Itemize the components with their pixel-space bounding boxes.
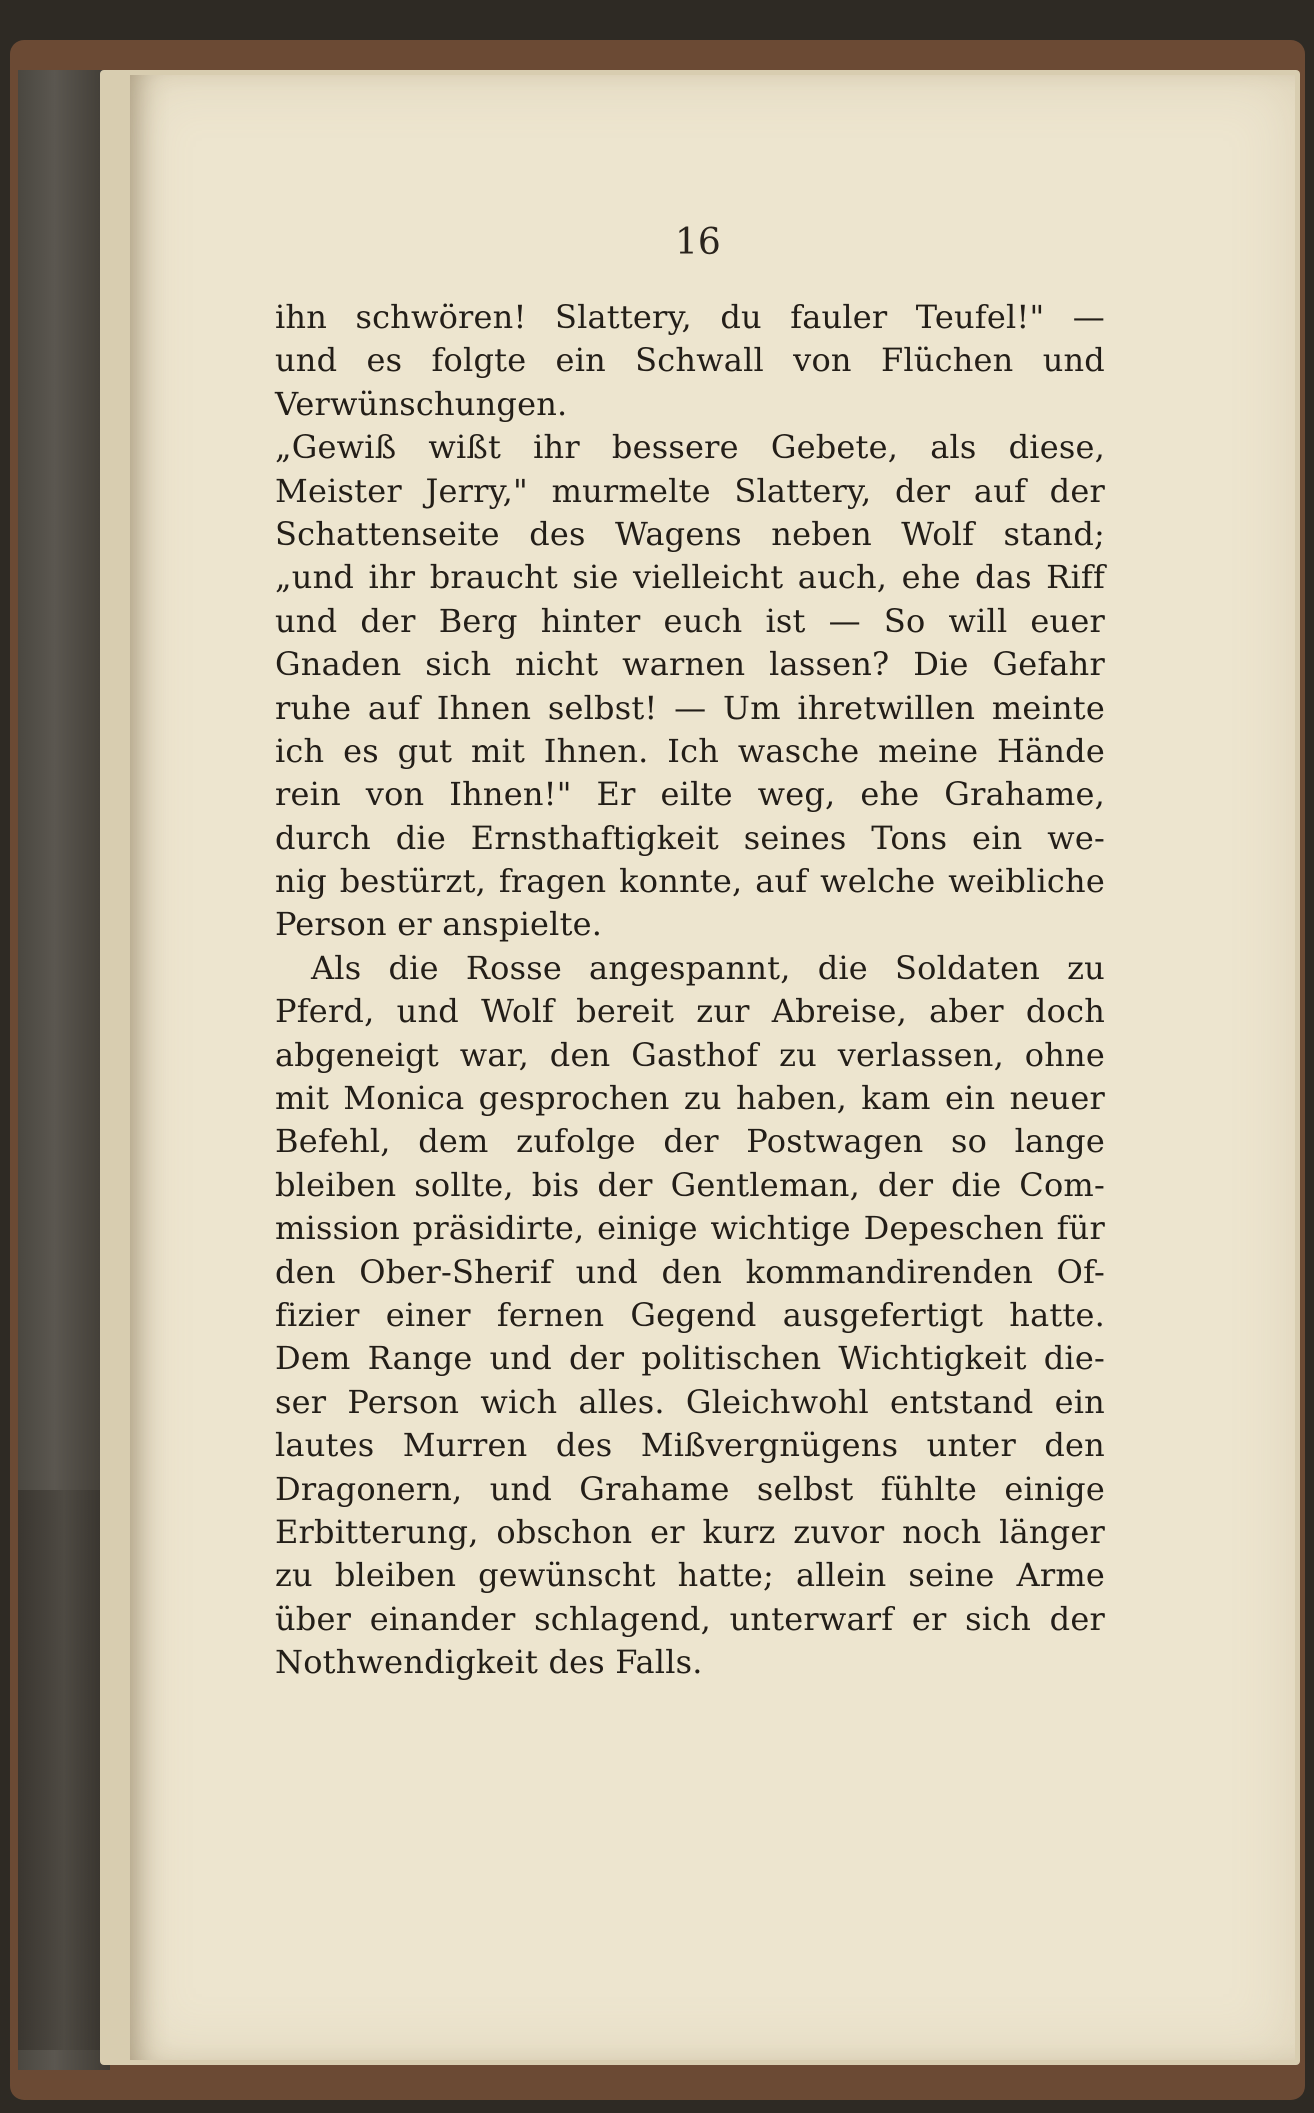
text-line: ser Person wich alles. Gleichwohl entstand ein xyxy=(275,1382,1105,1421)
text-line: bleiben sollte, bis der Gentleman, der die Com- xyxy=(275,1165,1105,1204)
text-line: Dem Range und der politischen Wichtigkeit die- xyxy=(275,1339,1105,1378)
text-line: Person er anspielte. xyxy=(275,905,603,944)
text-line: und der Berg hinter euch ist — So will euer xyxy=(275,601,1105,640)
text-line: Schattenseite des Wagens neben Wolf stand; xyxy=(275,514,1105,553)
text-line: durch die Ernsthaftigkeit seines Tons ein we- xyxy=(275,818,1105,857)
text-line: Erbitterung, obschon er kurz zuvor noch länger xyxy=(275,1512,1105,1551)
text-line: ruhe auf Ihnen selbst! — Um ihretwillen meinte xyxy=(275,688,1105,727)
page-number: 16 xyxy=(675,222,721,263)
cover-board-lower xyxy=(18,1490,110,2050)
text-line: nig bestürzt, fragen konnte, auf welche weibliche xyxy=(275,862,1105,901)
text-line: Befehl, dem zufolge der Postwagen so lange xyxy=(275,1122,1105,1161)
text-line: abgeneigt war, den Gasthof zu verlassen, ohne xyxy=(275,1035,1105,1074)
text-line: „und ihr braucht sie vielleicht auch, ehe das Riff xyxy=(275,558,1105,597)
text-line: Meister Jerry," murmelte Slattery, der auf der xyxy=(275,471,1105,510)
text-line: Gnaden sich nicht warnen lassen? Die Gefahr xyxy=(275,645,1105,684)
text-line: den Ober-Sherif und den kommandirenden Of- xyxy=(275,1252,1105,1291)
text-line: rein von Ihnen!" Er eilte weg, ehe Grahame, xyxy=(275,775,1105,814)
text-line: ihn schwören! Slattery, du fauler Teufel!" — xyxy=(275,298,1105,336)
text-line: über einander schlagend, unterwarf er sich der xyxy=(275,1599,1105,1638)
text-line: ich es gut mit Ihnen. Ich wasche meine Hände xyxy=(275,731,1105,770)
text-line: Verwünschungen. xyxy=(275,384,568,423)
text-line: Pferd, und Wolf bereit zur Abreise, aber doch xyxy=(275,992,1105,1031)
text-line: mit Monica gesprochen zu haben, kam ein neuer xyxy=(275,1079,1105,1118)
text-line: zu bleiben gewünscht hatte; allein seine Arme xyxy=(275,1556,1105,1595)
text-line: „Gewiß wißt ihr bessere Gebete, als diese, xyxy=(275,428,1105,467)
text-line: mission präsidirte, einige wichtige Depeschen für xyxy=(275,1209,1105,1248)
text-line: Dragonern, und Grahame selbst fühlte einige xyxy=(275,1469,1105,1508)
body-text xyxy=(275,296,1105,1685)
text-line: lautes Murren des Mißvergnügens unter den xyxy=(275,1426,1105,1465)
text-line: fizier einer fernen Gegend ausgefertigt hatte. xyxy=(275,1295,1105,1334)
text-line: Nothwendigkeit des Falls. xyxy=(275,1643,703,1682)
text-line: Als die Rosse angespannt, die Soldaten zu xyxy=(311,948,1105,987)
text-line: und es folgte ein Schwall von Flüchen und xyxy=(275,341,1105,380)
